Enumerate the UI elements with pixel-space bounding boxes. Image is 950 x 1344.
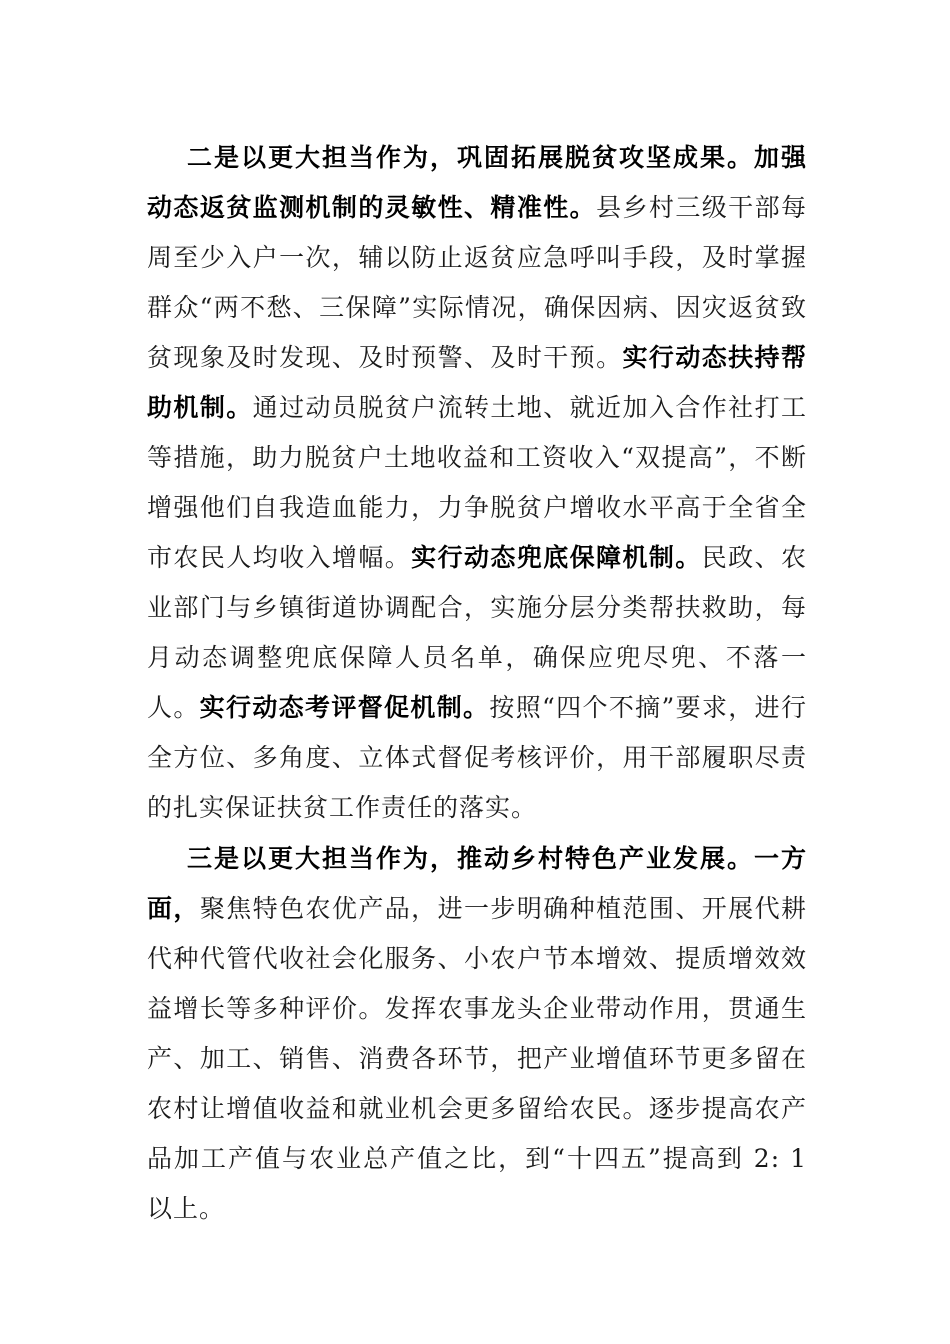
measure-heading-support: 实行动态扶持帮助机制。 [147, 343, 807, 422]
paragraph-heading: 三是以更大担当作为，推动乡村特色产业发展。 [187, 844, 754, 873]
paragraph-rural-industry-development [147, 834, 807, 1234]
body-text: 民政、农业部门与乡镇街道协调配合，实施分层分类帮扶救助，每月动态调整兜底保障人员名单，确保应兜尽兜、不落一人。 [147, 543, 807, 722]
body-text: 聚焦特色农优产品，进一步明确种植范围、开展代耕代种代管代收社会化服务、小农户节本增效、提质增效效益增长等多种评价。发挥农事龙头企业带动作用，贯通生产、加工、销售、消费各环节，把产业增值环节更多留在农村让增值收益和就业机会更多留给农民。逐步提高农产品加工产值与农业总产值之比，到“十四五”提高到 2: 1 以上。 [147, 894, 807, 1223]
measure-heading-safety-net: 实行动态兜底保障机制。 [411, 543, 702, 572]
paragraph-consolidate-poverty-alleviation [147, 133, 807, 833]
body-text: 县乡村三级干部每周至少入户一次，辅以防止返贫应急呼叫手段，及时掌握群众“两不愁、三保障”实际情况，确保因病、因灾返贫致贫现象及时发现、及时预警、及时干预。 [147, 193, 807, 372]
measure-heading-one-hand: 一方面， [147, 844, 807, 923]
body-text: 按照“四个不摘”要求，进行全方位、多角度、立体式督促考核评价，用干部履职尽责的扎实保证扶贫工作责任的落实。 [147, 693, 807, 822]
body-text: 通过动员脱贫户流转土地、就近加入合作社打工等措施，助力脱贫户土地收益和工资收入“双提高”，不断增强他们自我造血能力，力争脱贫户增收水平高于全省全市农民人均收入增幅。 [147, 393, 807, 572]
measure-heading-evaluation: 实行动态考评督促机制。 [199, 693, 490, 722]
measure-heading-monitoring: 加强动态返贫监测机制的灵敏性、精准性。 [147, 143, 807, 222]
paragraph-heading: 二是以更大担当作为，巩固拓展脱贫攻坚成果。 [187, 143, 754, 172]
